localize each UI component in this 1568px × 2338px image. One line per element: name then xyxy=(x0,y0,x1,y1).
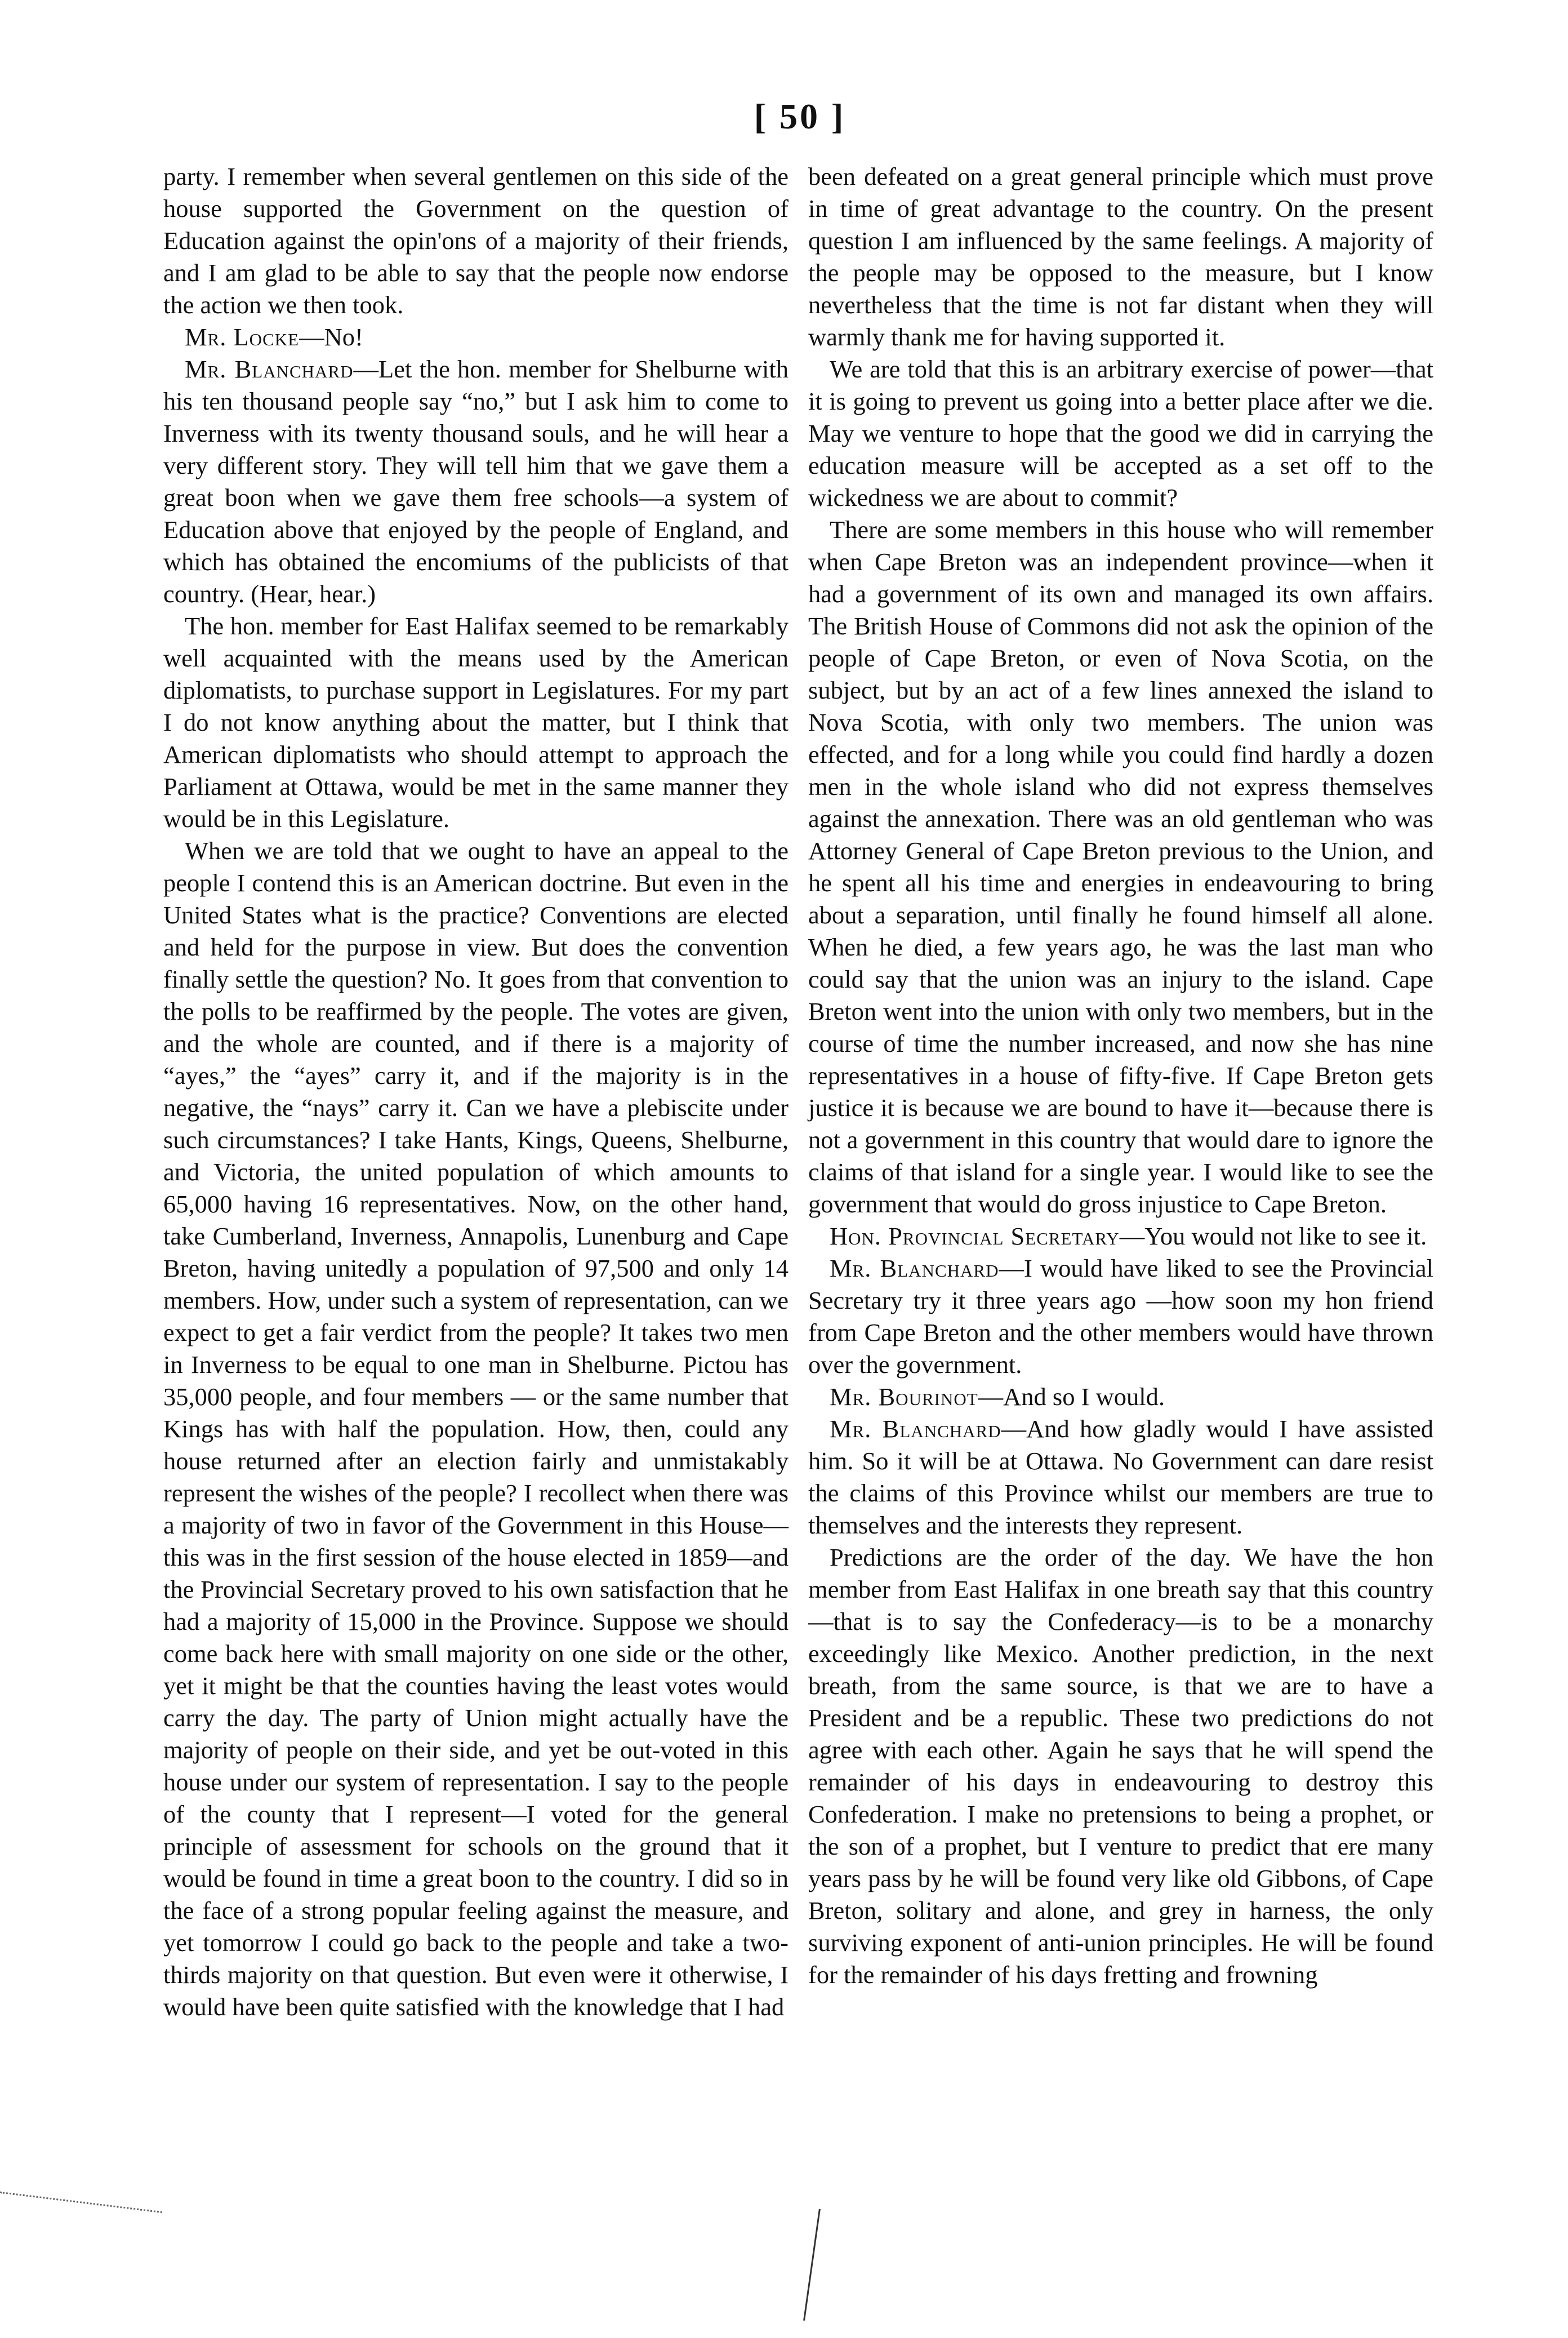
paragraph xyxy=(808,1381,1433,1413)
pen-mark xyxy=(803,2209,821,2321)
paragraph xyxy=(163,353,789,610)
margin-stroke-mark xyxy=(0,2192,162,2213)
paragraph xyxy=(163,161,789,321)
paragraph-text: There are some members in this house who will remember when Cape Breton was an independent province—when it had a government of its own and managed its own affairs. The British House of Commons did not ask the opinion of the people of Cape Breton, or even of Nova Scotia, on the subject, but by an act of a few lines annexed the island to Nova Scotia, with only two members. The union was effected, and for a long while you could find hardly a dozen men in the whole island who did not express themselves against the annexation. There was an old gentleman who was Attorney General of Cape Breton previous to the Union, and he spent all his time and energies in endeavouring to bring about a separation, until finally he found himself all alone. When he died, a few years ago, he was the last man who could say that the union was an injury to the island. Cape Breton went into the union with only two members, but in the course of time the number increased, and now she has nine representatives in a house of fifty-five. If Cape Breton gets justice it is because we are bound to have it—because there is not a government in this country that would dare to ignore the claims of that island for a single year. I would like to see the government that would do gross injustice to Cape Breton. xyxy=(808,515,1433,1218)
paragraph xyxy=(163,610,789,835)
speaker-name: Mr. Blanchard xyxy=(830,1254,999,1282)
paragraph-text: —I would have liked to see the Provincial Secretary try it three years ago —how soon my hon friend from Cape Breton and the other members would have thrown over the government. xyxy=(808,1254,1433,1379)
paragraph-text: party. I remember when several gentlemen on this side of the house supported the Government on the question of Education against the opin'ons of a majority of their friends, and I am glad to be able to say that the people now endorse the action we then took. xyxy=(163,162,789,319)
paragraph-text: —No! xyxy=(299,323,363,351)
paragraph xyxy=(808,353,1433,514)
paragraph-text: been defeated on a great general principle which must prove in time of great advantage to the country. On the present question I am influenced by the same feelings. A majority of the people may be opposed to the measure, but I know nevertheless that the time is not far distant when they will warmly thank me for having supported it. xyxy=(808,162,1433,351)
paragraph-text: We are told that this is an arbitrary exercise of power—that it is going to prevent us going into a better place after we die. May we venture to hope that the good we did in carrying the education measure will be accepted as a set off to the wickedness we are about to commit? xyxy=(808,355,1433,512)
paragraph xyxy=(808,514,1433,1220)
paragraph xyxy=(163,835,789,2023)
paragraph xyxy=(808,1220,1433,1252)
speaker-name: Mr. Blanchard xyxy=(830,1415,1001,1443)
left-column xyxy=(163,161,789,2023)
paragraph-text: When we are told that we ought to have an appeal to the people I contend this is an American doctrine. But even in the United States what is the practice? Conventions are elected and held for the purpose in view. But does the convention finally settle the question? No. It goes from that convention to the polls to be reaffirmed by the people. The votes are given, and the whole are counted, and if there is a majority of “ayes,” the “ayes” carry it, and if the majority is in the negative, the “nays” carry it. Can we have a plebiscite under such circumstances? I take Hants, Kings, Queens, Shelburne, and Victoria, the united population of which amounts to 65,000 having 16 representatives. Now, on the other hand, take Cumberland, Inverness, Annapolis, Lunenburg and Cape Breton, having unitedly a population of 97,500 and only 14 members. How, under such a system of representation, can we expect to get a fair verdict from the people? It takes two men in Inverness to be equal to one man in Shelburne. Pictou has 35,000 people, and four members — or the same number that Kings has with half the population. How, then, could any house returned after an election fairly and unmistakably represent the wishes of the people? I recollect when there was a majority of two in favor of the Government in this House—this was in the first session of the house elected in 1859—and the Provincial Secretary proved to his own satisfaction that he had a majority of 15,000 in the Province. Suppose we should come back here with small majority on one side or the other, yet it might be that the counties having the least votes would carry the day. The party of Union might actually have the majority of people on their side, and yet be out-voted in this house under our system of representation. I say to the people of the county that I represent—I voted for the general principle of assessment for schools on the ground that it would be found in time a great boon to the country. I did so in the face of a strong popular feeling against the measure, and yet tomorrow I could go back to the people and take a two-thirds majority on that question. But even were it otherwise, I would have been quite satisfied with the knowledge that I had xyxy=(163,837,789,2021)
paragraph-text: —Let the hon. member for Shelburne with his ten thousand people say “no,” but I ask him to come to Inverness with its twenty thousand souls, and he will hear a very different story. They will tell him that we gave them a great boon when we gave them free schools—a system of Education above that enjoyed by the people of England, and which has obtained the encomiums of the publicists of that country. (Hear, hear.) xyxy=(163,355,789,608)
paragraph-text: —You would not like to see it. xyxy=(1119,1222,1427,1250)
right-column xyxy=(808,161,1433,1991)
speaker-name: Mr. Bourinot xyxy=(830,1383,978,1411)
speaker-name: Mr. Blanchard xyxy=(185,355,354,383)
paragraph xyxy=(163,321,789,353)
paragraph-text: —And so I would. xyxy=(978,1383,1165,1411)
paragraph xyxy=(808,161,1433,353)
paragraph xyxy=(808,1541,1433,1991)
paragraph-text: —And how gladly would I have assisted him. So it will be at Ottawa. No Government can dare resist the claims of this Province whilst our members are true to themselves and the interests they represent. xyxy=(808,1415,1433,1539)
paragraph-text: Predictions are the order of the day. We have the hon member from East Halifax in one breath say that this country—that is to say the Confederacy—is to be a monarchy exceedingly like Mexico. Another prediction, in the next breath, from the same source, is that we are to have a President and be a republic. These two predictions do not agree with each other. Again he says that he will spend the remainder of his days in endeavouring to destroy this Confederation. I make no pretensions to being a prophet, or the son of a prophet, but I venture to predict that ere many years pass by he will be found very like old Gibbons, of Cape Breton, solitary and alone, and grey in harness, the only surviving exponent of anti-union principles. He will be found for the remainder of his days fretting and frowning xyxy=(808,1543,1433,1989)
paragraph xyxy=(808,1252,1433,1381)
speaker-name: Mr. Locke xyxy=(185,323,300,351)
page-number: [ 50 ] xyxy=(754,96,846,136)
paragraph xyxy=(808,1413,1433,1541)
paragraph-text: The hon. member for East Halifax seemed to be remarkably well acquainted with the means used by the American diplomatists, to purchase support in Legislatures. For my part I do not know anything about the matter, but I think that American diplomatists who should attempt to approach the Parliament at Ottawa, would be met in the same manner they would be in this Legislature. xyxy=(163,612,789,833)
speaker-name: Hon. Provincial Secretary xyxy=(830,1222,1120,1250)
